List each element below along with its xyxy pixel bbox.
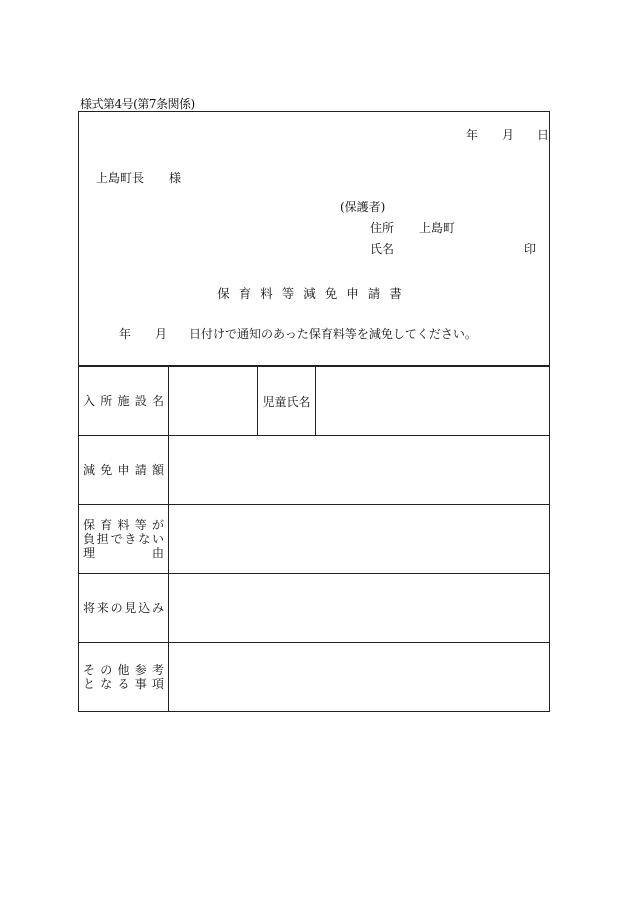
reduction-value-cell[interactable]	[169, 436, 550, 505]
form-number-label: 様式第4号(第7条関係)	[80, 97, 195, 111]
application-header-box	[78, 111, 550, 366]
outlook-label-cell	[79, 574, 169, 643]
facility-label: 入所施設名	[83, 393, 164, 408]
outlook-value-cell[interactable]	[169, 574, 550, 643]
table-row-reduction	[79, 436, 550, 505]
reason-label-line-2: 負担できない	[83, 532, 164, 546]
address-value: 上島町	[419, 221, 456, 235]
child-name-label-cell	[258, 367, 316, 436]
reason-label-line-1: 保育料等が	[83, 518, 164, 532]
guardian-label: (保護者)	[340, 200, 386, 214]
addressee-honorific: 様	[169, 171, 182, 185]
name-label: 氏名	[370, 242, 395, 256]
table-row-facility	[79, 367, 550, 436]
reduction-label-cell	[79, 436, 169, 505]
address-label: 住所	[370, 221, 395, 235]
table-row-other	[79, 643, 550, 712]
date-day-label: 日	[537, 128, 550, 142]
reason-label-line-3: 理由	[83, 546, 164, 560]
outlook-label: 将来の見込み	[83, 600, 164, 615]
table-row-outlook	[79, 574, 550, 643]
other-value-cell[interactable]	[169, 643, 550, 712]
date-year-label: 年	[466, 128, 479, 142]
reason-label-cell	[79, 505, 169, 574]
addressee: 上島町長	[96, 171, 145, 185]
reason-value-cell[interactable]	[169, 505, 550, 574]
body-month-label: 月	[155, 327, 168, 341]
other-label-line-1: その他参考	[83, 663, 164, 677]
application-details-table	[78, 366, 550, 712]
date-month-label: 月	[502, 128, 515, 142]
child-name-label: 児童氏名	[262, 394, 311, 409]
child-name-value-cell[interactable]	[316, 367, 550, 436]
document-title: 保育料等減免申請書	[217, 286, 411, 301]
body-year-label: 年	[119, 327, 132, 341]
request-statement: 日付けで通知のあった保育料等を減免してください。	[189, 327, 477, 341]
other-label-cell	[79, 643, 169, 712]
table-row-reason	[79, 505, 550, 574]
seal-mark: 印	[524, 242, 537, 256]
reduction-label: 減免申請額	[83, 462, 164, 477]
facility-value-cell[interactable]	[169, 367, 258, 436]
facility-label-cell	[79, 367, 169, 436]
other-label-line-2: となる事項	[83, 677, 164, 691]
